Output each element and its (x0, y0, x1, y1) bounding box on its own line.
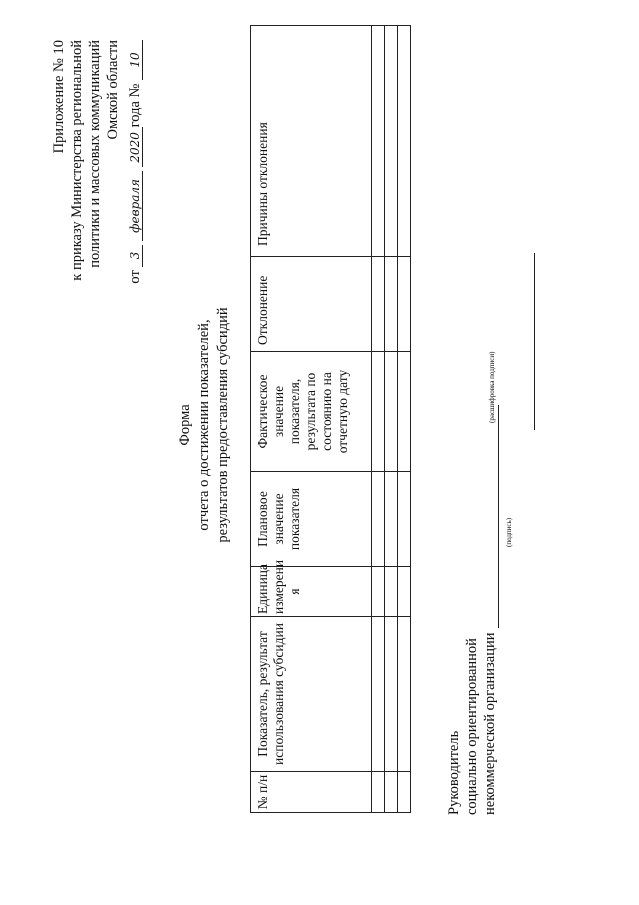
table-cell[interactable] (385, 772, 398, 813)
form-title (176, 275, 233, 575)
table-row (385, 26, 398, 813)
col-deviation-reasons: Причины отклонения (251, 26, 372, 257)
date-month: февраля (128, 171, 143, 241)
table-cell[interactable] (385, 567, 398, 617)
report-table (250, 25, 411, 813)
title-line-1: Форма (177, 404, 193, 446)
table-cell[interactable] (398, 772, 411, 813)
table-cell[interactable] (385, 472, 398, 567)
signature-role-line-1: Руководитель (446, 730, 462, 815)
appendix-ministry: политики и массовых коммуникаций (87, 40, 103, 268)
col-planned: Плановое значение показателя (251, 472, 372, 567)
title-line-3: результатов предоставления субсидий (215, 307, 231, 543)
table-cell[interactable] (385, 352, 398, 472)
signature-caption: (подпись) (505, 517, 513, 547)
table-cell[interactable] (372, 617, 385, 772)
table-cell[interactable] (372, 352, 385, 472)
order-number: 10 (128, 40, 143, 80)
decoding-line[interactable] (534, 253, 535, 430)
appendix-number: Приложение № 10 (51, 40, 67, 154)
date-year: 2020 (128, 127, 143, 167)
signature-role-line-2: социально ориентированной (464, 638, 480, 815)
year-suffix: года № (127, 83, 143, 128)
col-number: № п/н (251, 772, 372, 813)
table-cell[interactable] (398, 257, 411, 352)
table-cell[interactable] (372, 26, 385, 257)
table-cell[interactable] (398, 472, 411, 567)
table-cell[interactable] (372, 257, 385, 352)
col-deviation: Отклонение (251, 257, 372, 352)
table-cell[interactable] (385, 617, 398, 772)
col-unit: Единица измерени я (251, 567, 372, 617)
table-cell[interactable] (385, 26, 398, 257)
col-actual: Фактическое значение показателя, результата по состоянию на отчетную дату (251, 352, 372, 472)
appendix-order-ref: к приказу Министерства региональной (69, 40, 85, 281)
table-cell[interactable] (398, 26, 411, 257)
table-cell[interactable] (372, 772, 385, 813)
signature-line[interactable] (498, 405, 499, 628)
date-prefix: от (127, 270, 143, 284)
appendix-region: Омской области (105, 40, 121, 140)
title-line-2: отчета о достижении показателей, (196, 319, 212, 531)
table-header-row (251, 26, 372, 813)
table-cell[interactable] (398, 352, 411, 472)
col-indicator: Показатель, результат использования субсидии (251, 617, 372, 772)
signature-block (445, 315, 513, 815)
table-cell[interactable] (398, 617, 411, 772)
table-row (372, 26, 385, 813)
signature-role-line-3: некоммерческой организации (482, 632, 498, 815)
table-cell[interactable] (372, 567, 385, 617)
table-row (398, 26, 411, 813)
appendix-header (50, 40, 160, 435)
decoding-caption: (расшифровка подписи) (488, 351, 496, 423)
table-cell[interactable] (398, 567, 411, 617)
appendix-date-line (126, 40, 144, 284)
date-day: 3 (128, 245, 143, 267)
table-cell[interactable] (385, 257, 398, 352)
table-cell[interactable] (372, 472, 385, 567)
